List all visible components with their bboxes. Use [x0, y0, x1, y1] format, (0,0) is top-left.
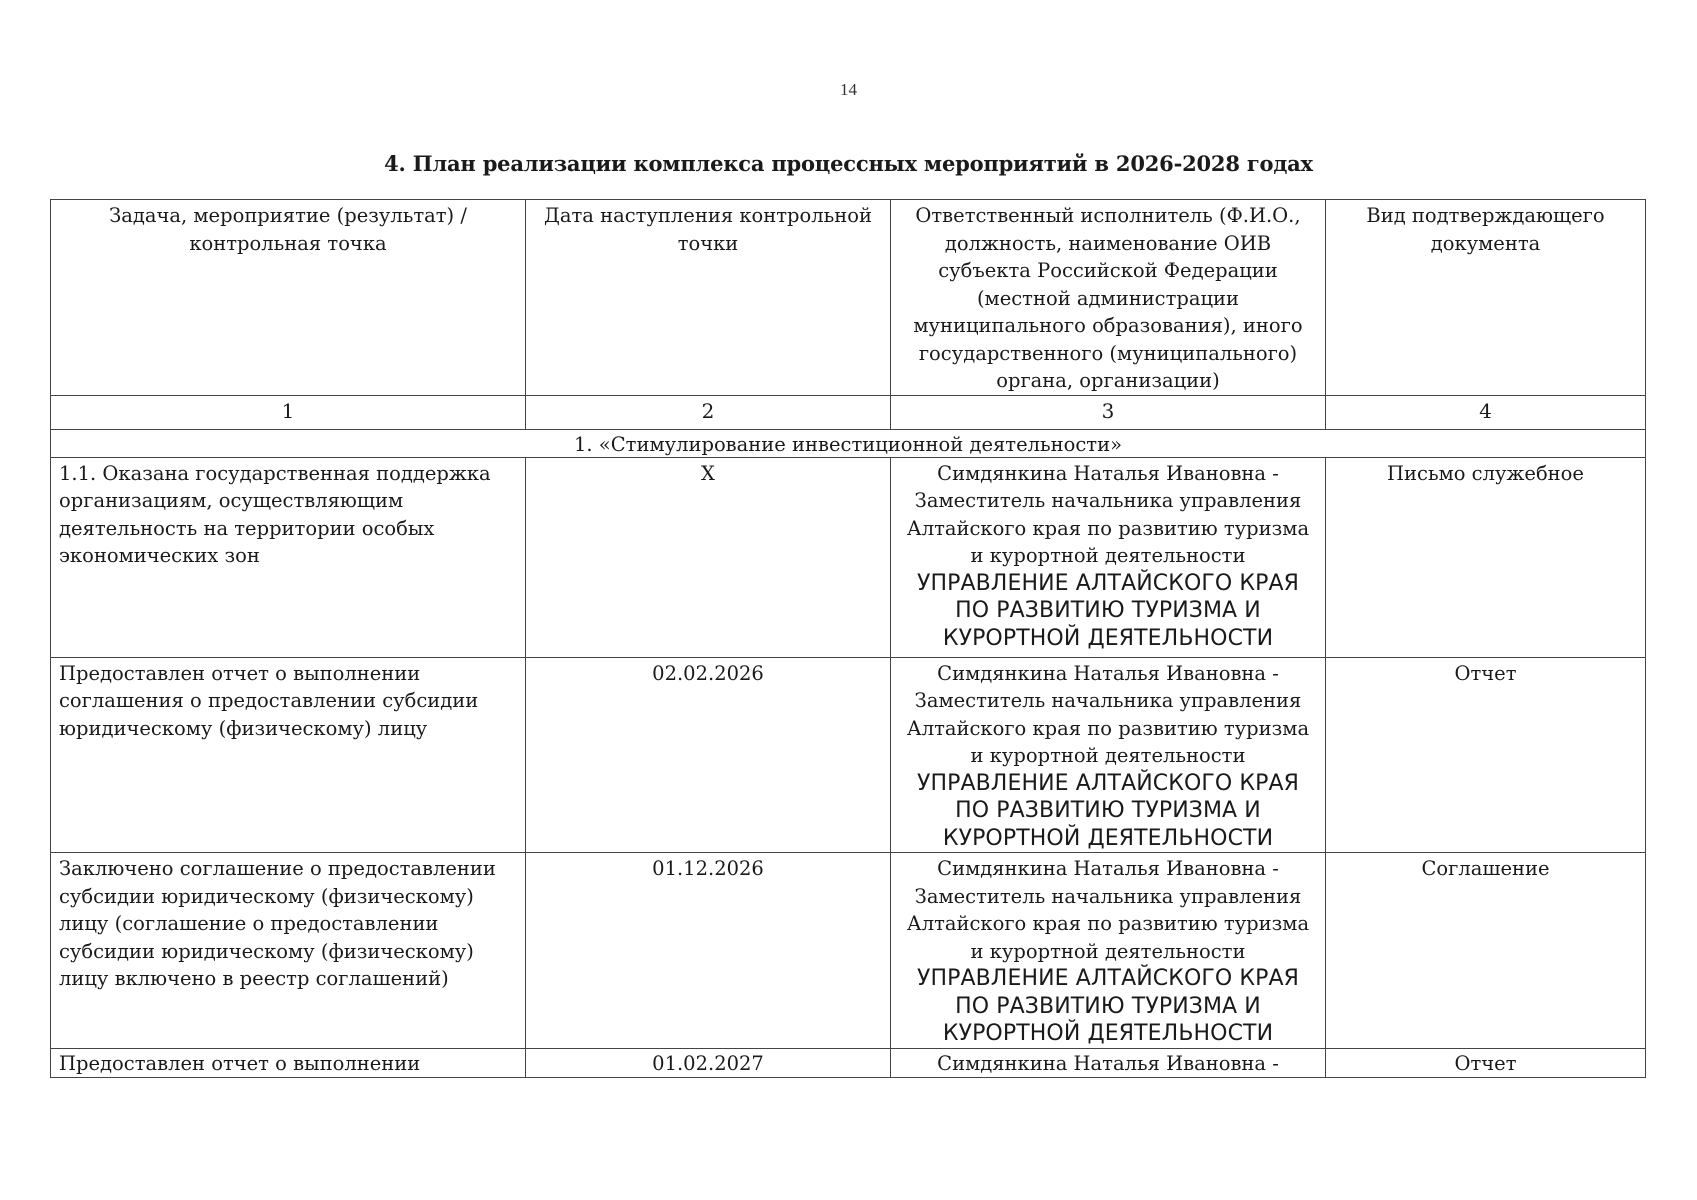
document-cell: Отчет — [1326, 657, 1646, 853]
column-number: 3 — [891, 395, 1326, 429]
responsible-cell: Симдянкина Наталья Ивановна - — [891, 1048, 1326, 1077]
section-row — [51, 429, 1646, 457]
document-cell: Письмо служебное — [1326, 457, 1646, 657]
task-cell: 1.1. Оказана государственная поддержка организациям, осуществляющим деятельность на территории особых экономических зон — [51, 457, 526, 657]
table-row — [51, 853, 1646, 1049]
page-title: 4. План реализации комплекса процессных мероприятий в 2026-2028 годах — [384, 151, 1313, 176]
responsible-organization: УПРАВЛЕНИЕ АЛТАЙСКОГО КРАЯ ПО РАЗВИТИЮ ТУРИЗМА И КУРОРТНОЙ ДЕЯТЕЛЬНОСТИ — [916, 770, 1300, 851]
column-number: 2 — [526, 395, 891, 429]
table-row — [51, 457, 1646, 657]
document-cell: Отчет — [1326, 1048, 1646, 1077]
responsible-person: Симдянкина Наталья Ивановна - Заместитель начальника управления Алтайского края по развитию туризма и курортной деятельности — [906, 461, 1310, 567]
date-cell: X — [526, 457, 891, 657]
date-cell: 02.02.2026 — [526, 657, 891, 853]
column-number: 1 — [51, 395, 526, 429]
document-cell: Соглашение — [1326, 853, 1646, 1049]
responsible-cell — [891, 853, 1326, 1049]
task-cell: Предоставлен отчет о выполнении — [51, 1048, 526, 1077]
table-row — [51, 657, 1646, 853]
responsible-person: Симдянкина Наталья Ивановна - Заместитель начальника управления Алтайского края по развитию туризма и курортной деятельности — [906, 857, 1310, 963]
responsible-organization: УПРАВЛЕНИЕ АЛТАЙСКОГО КРАЯ ПО РАЗВИТИЮ ТУРИЗМА И КУРОРТНОЙ ДЕЯТЕЛЬНОСТИ — [916, 570, 1300, 651]
plan-table — [50, 199, 1646, 1078]
page-number: 14 — [840, 80, 857, 99]
responsible-cell — [891, 457, 1326, 657]
table-header-row — [51, 200, 1646, 396]
responsible-cell — [891, 657, 1326, 853]
column-header-document: Вид подтверждающего документа — [1326, 200, 1646, 396]
table-row — [51, 1048, 1646, 1077]
date-cell: 01.02.2027 — [526, 1048, 891, 1077]
responsible-organization: УПРАВЛЕНИЕ АЛТАЙСКОГО КРАЯ ПО РАЗВИТИЮ ТУРИЗМА И КУРОРТНОЙ ДЕЯТЕЛЬНОСТИ — [916, 966, 1300, 1046]
column-header-task: Задача, мероприятие (результат) / контрольная точка — [51, 200, 526, 396]
column-number-row — [51, 395, 1646, 429]
responsible-person: Симдянкина Наталья Ивановна - Заместитель начальника управления Алтайского края по развитию туризма и курортной деятельности — [906, 661, 1310, 767]
section-title: 1. «Стимулирование инвестиционной деятельности» — [51, 429, 1646, 457]
column-header-date: Дата наступления контрольной точки — [526, 200, 891, 396]
date-cell: 01.12.2026 — [526, 853, 891, 1049]
task-cell: Предоставлен отчет о выполнении соглашения о предоставлении субсидии юридическому (физическому) лицу — [51, 657, 526, 853]
column-header-responsible: Ответственный исполнитель (Ф.И.О., должность, наименование ОИВ субъекта Российской Федерации (местной администрации муниципального образования), иного государственного (муниципального) органа, организации) — [891, 200, 1326, 396]
column-number: 4 — [1326, 395, 1646, 429]
task-cell: Заключено соглашение о предоставлении субсидии юридическому (физическому) лицу (соглашение о предоставлении субсидии юридическому (физическому) лицу включено в реестр соглашений) — [51, 853, 526, 1049]
